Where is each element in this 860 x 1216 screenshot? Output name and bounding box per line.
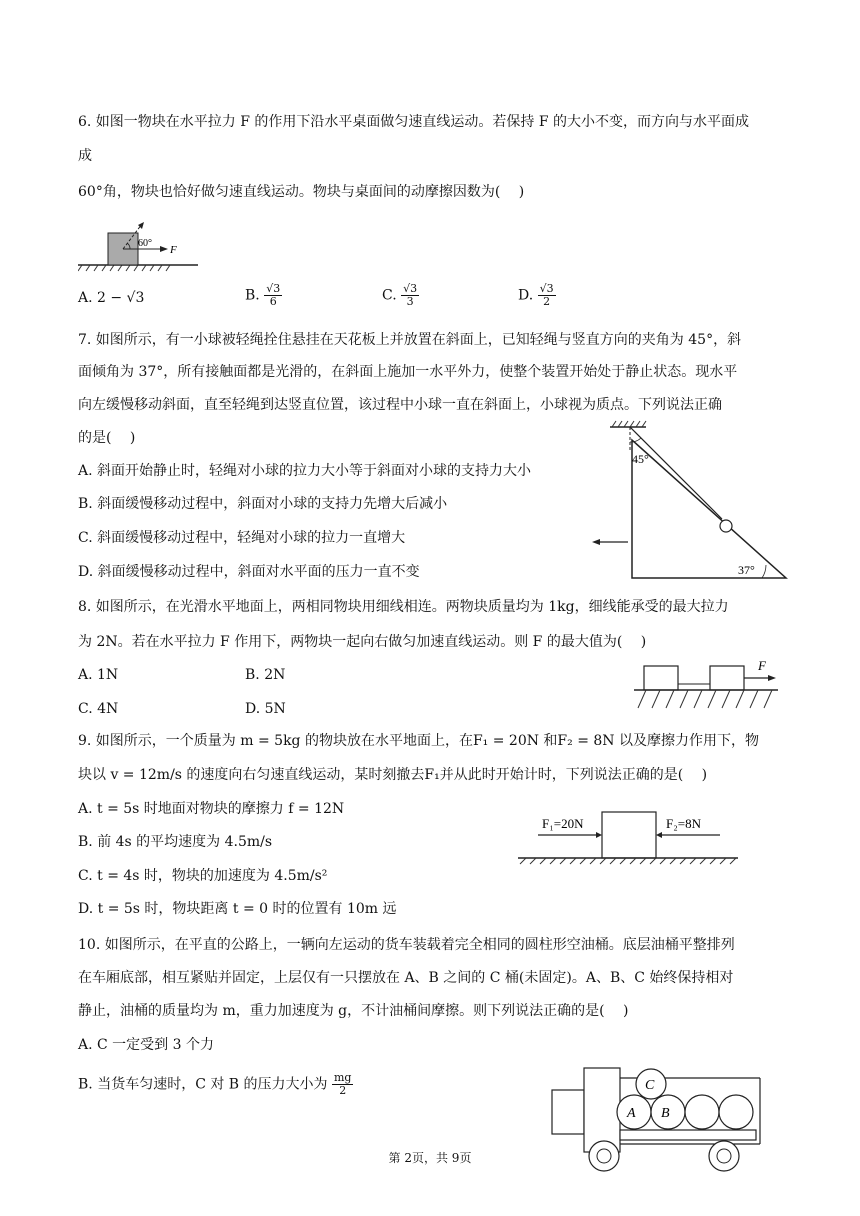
q10-option-b[interactable] [78, 1072, 353, 1097]
q10-barrel-a-label: A [627, 1106, 636, 1121]
q10-option-a[interactable]: A. C 一定受到 3 个力 [78, 1037, 214, 1053]
q9-option-a[interactable]: A. t = 5s 时地面对物块的摩擦力 f = 12N [78, 801, 345, 817]
q8-stem-line2: 为 2N。若在水平拉力 F 作用下，两物块一起向右做匀加速直线运动。则 F 的最大值为( ) [78, 634, 647, 650]
page-footer: 第 2页，共 9页 [388, 1151, 472, 1165]
q10-option-b-den: 2 [339, 1084, 347, 1097]
q8-option-b[interactable]: B. 2N [245, 667, 286, 683]
q8-figure [632, 654, 782, 712]
q9-option-d[interactable]: D. t = 5s 时，物块距离 t = 0 时的位置有 10m 远 [78, 901, 397, 917]
q6-figure [78, 222, 208, 272]
q7-stem-line1: 7. 如图所示，有一小球被轻绳拴住悬挂在天花板上并放置在斜面上，已知轻绳与竖直方向的夹角为 45°，斜 [78, 332, 742, 348]
q6-option-c-den: 3 [406, 295, 414, 308]
q7-angle-45-label: 45° [632, 452, 649, 466]
q6-option-d-prefix: D. [518, 287, 534, 304]
q8-stem-line1: 8. 如图所示，在光滑水平地面上，两相同物块用细线相连。两物块质量均为 1kg，细线能承受的最大拉力 [78, 599, 729, 615]
q6-force-label: F [170, 244, 177, 256]
q10-barrel-b-label: B [661, 1106, 670, 1121]
q8-force-label: F [758, 658, 766, 673]
q6-angle-label: 60° [138, 238, 152, 249]
q6-stem-line2: 60°角，物块也恰好做匀速直线运动。物块与桌面间的动摩擦因数为( ) [78, 184, 525, 200]
q7-figure [590, 420, 790, 582]
q6-stem-line1: 6. 如图一物块在水平拉力 F 的作用下沿水平桌面做匀速直线运动。若保持 F 的大小不变，而方向与水平面成 [78, 114, 750, 130]
q8-option-d[interactable]: D. 5N [245, 701, 286, 717]
q7-option-a[interactable]: A. 斜面开始静止时，轻绳对小球的拉力大小等于斜面对小球的支持力大小 [78, 463, 532, 479]
q10-option-b-num: mg [334, 1071, 352, 1084]
q6-option-c-prefix: C. [382, 287, 397, 304]
q10-stem-line1: 10. 如图所示，在平直的公路上，一辆向左运动的货车装载着完全相同的圆柱形空油桶。底层油桶平整排列 [78, 937, 735, 953]
q6-option-d[interactable] [518, 283, 556, 308]
q10-barrel-c-label: C [645, 1078, 655, 1093]
q10-stem-line2: 在车厢底部，相互紧贴并固定，上层仅有一只摆放在 A、B 之间的 C 桶(未固定)。A、B、C 始终保持相对 [78, 970, 734, 986]
q9-f1-label: F₁=20N [542, 816, 584, 831]
q9-f2-label: F₂=8N [666, 816, 701, 831]
q7-stem-line4: 的是( ) [78, 430, 136, 446]
q6-option-c[interactable] [382, 283, 419, 308]
q9-figure [516, 806, 740, 866]
q9-option-c[interactable]: C. t = 4s 时，物块的加速度为 4.5m/s² [78, 868, 328, 884]
q6-option-a[interactable]: A. 2 − √3 [78, 290, 145, 306]
q9-stem-line2: 块以 v = 12m/s 的速度向右匀速直线运动，某时刻撤去F₁并从此时开始计时，下列说法正确的是( ) [78, 767, 708, 783]
q9-option-b[interactable]: B. 前 4s 的平均速度为 4.5m/s [78, 834, 273, 850]
q7-option-d[interactable]: D. 斜面缓慢移动过程中，斜面对水平面的压力一直不变 [78, 564, 420, 580]
q7-option-c[interactable]: C. 斜面缓慢移动过程中，轻绳对小球的拉力一直增大 [78, 530, 406, 546]
q10-stem-line3: 静止，油桶的质量均为 m，重力加速度为 g，不计油桶间摩擦。则下列说法正确的是( ) [78, 1003, 629, 1019]
q7-stem-line2: 面倾角为 37°，所有接触面都是光滑的，在斜面上施加一水平外力，使整个装置开始处于静止状态。现水平 [78, 364, 738, 380]
q6-option-b[interactable] [245, 283, 282, 308]
q6-option-d-num: √3 [539, 282, 554, 295]
q6-option-c-num: √3 [403, 282, 418, 295]
q7-angle-37-label: 37° [738, 563, 755, 577]
q8-option-c[interactable]: C. 4N [78, 701, 119, 717]
q6-option-b-prefix: B. [245, 287, 260, 304]
q10-option-b-prefix: B. 当货车匀速时，C 对 B 的压力大小为 [78, 1076, 328, 1093]
q7-stem-line3: 向左缓慢移动斜面，直至轻绳到达竖直位置，该过程中小球一直在斜面上，小球视为质点。下列说法正确 [78, 397, 722, 413]
q6-stem-line1-wrap: 成 [78, 148, 92, 164]
q7-option-b[interactable]: B. 斜面缓慢移动过程中，斜面对小球的支持力先增大后减小 [78, 496, 448, 512]
q9-stem-line1: 9. 如图所示，一个质量为 m = 5kg 的物块放在水平地面上，在F₁ = 20N 和F₂ = 8N 以及摩擦力作用下，物 [78, 733, 760, 749]
q6-option-d-den: 2 [543, 295, 551, 308]
q6-option-b-num: √3 [266, 282, 281, 295]
q6-option-b-den: 6 [269, 295, 277, 308]
q8-option-a[interactable]: A. 1N [78, 667, 119, 683]
